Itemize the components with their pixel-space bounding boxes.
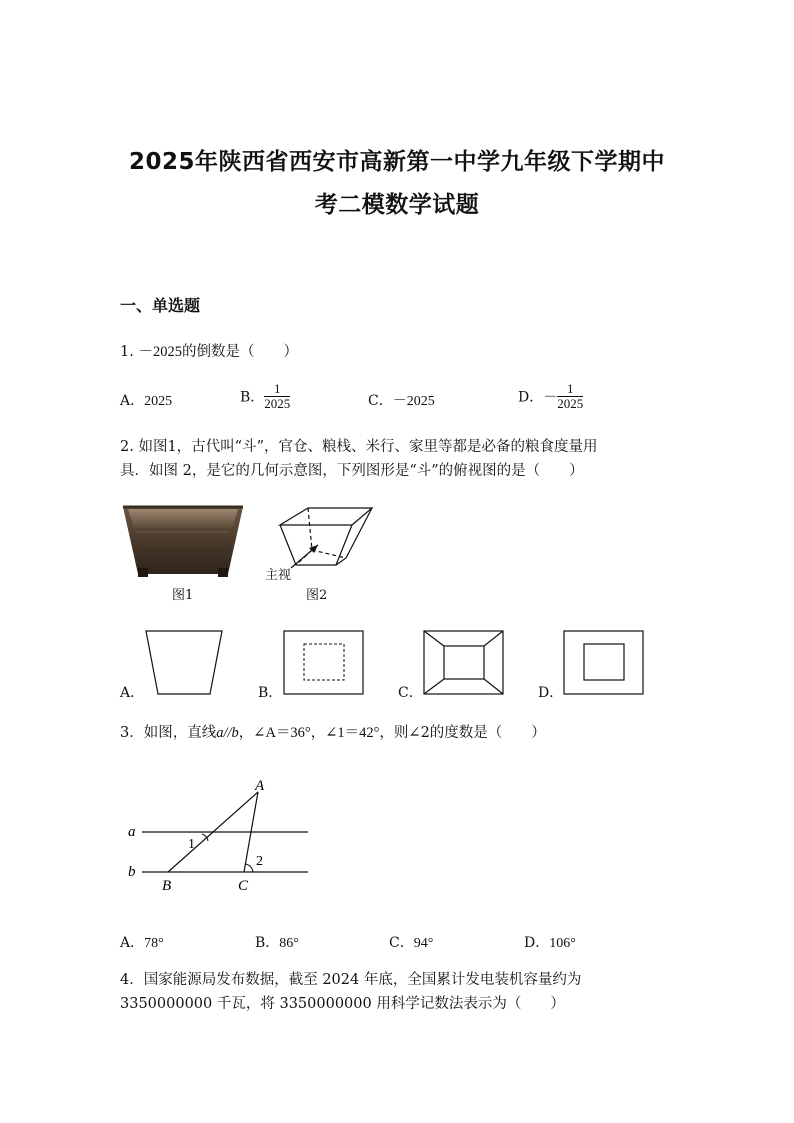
fraction bbox=[557, 382, 583, 411]
parallel-expression: a//b bbox=[216, 725, 239, 741]
option-value: 106° bbox=[549, 936, 576, 951]
option-label: B． bbox=[240, 389, 265, 406]
question-2-option-a-label[interactable]: A． bbox=[120, 685, 145, 701]
option-value: 94° bbox=[413, 936, 434, 951]
question-3-option-a[interactable] bbox=[120, 932, 164, 952]
option-value: 86° bbox=[279, 936, 299, 951]
option-label: A． bbox=[120, 393, 145, 409]
angle-a-expression: ，∠A＝36° bbox=[238, 725, 311, 741]
question-1-number: 1. bbox=[120, 344, 139, 360]
question-3-stem bbox=[120, 721, 546, 745]
question-2-option-c-label[interactable]: C． bbox=[398, 685, 423, 701]
question-1-stem bbox=[120, 340, 298, 364]
option-label: A． bbox=[120, 935, 145, 951]
question-1-option-a[interactable] bbox=[120, 390, 172, 410]
dou-photo-figure bbox=[120, 502, 246, 580]
line-b-label: b bbox=[128, 864, 136, 880]
option-label: C． bbox=[368, 393, 393, 409]
angle-1-expression: ，∠1＝42° bbox=[310, 725, 380, 741]
angle-1-label: 1 bbox=[188, 837, 195, 852]
question-2-line-1: 2. 如图1，古代叫“斗”，官仓、粮栈、米行、家里等都是必备的粮食度量用 bbox=[120, 439, 598, 455]
vertex-c-label: C bbox=[238, 878, 249, 894]
question-1-option-c[interactable] bbox=[368, 390, 435, 410]
option-value: －2025 bbox=[392, 394, 435, 409]
page-title-line-2: 考二模数学试题 bbox=[314, 192, 480, 218]
vertex-a-label: A bbox=[255, 778, 265, 794]
question-4-line-2: 3350000000 千瓦，将 3350000000 用科学记数法表示为（ ） bbox=[120, 996, 565, 1012]
negative-sign: － bbox=[543, 390, 558, 406]
question-2-option-d-label[interactable]: D． bbox=[538, 685, 564, 701]
question-1-text: 的倒数是（ ） bbox=[181, 344, 298, 360]
figure-1-caption: 图1 bbox=[172, 588, 194, 603]
angle-2-label: 2 bbox=[256, 854, 263, 869]
question-3-text-end: ，则∠2的度数是（ ） bbox=[379, 725, 546, 741]
angle-1-arc bbox=[202, 834, 208, 841]
question-2-line-2: 具．如图 2，是它的几何示意图，下列图形是“斗”的俯视图的是（ ） bbox=[120, 463, 584, 479]
line-a-label: a bbox=[128, 824, 136, 840]
question-3-text-start: 3．如图，直线 bbox=[120, 725, 217, 741]
fraction bbox=[264, 382, 290, 411]
figure-2-main-view-label: 主视 bbox=[265, 568, 292, 583]
section-heading: 一、单选题 bbox=[120, 296, 201, 315]
option-a-trapezoid-figure[interactable] bbox=[143, 629, 225, 697]
numerator: 1 bbox=[557, 382, 583, 397]
numerator: 1 bbox=[264, 382, 290, 397]
question-3-option-b[interactable] bbox=[255, 932, 299, 952]
option-value: 2025 bbox=[144, 394, 173, 409]
option-label: C． bbox=[389, 935, 414, 951]
vertex-b-label: B bbox=[162, 878, 172, 894]
denominator: 2025 bbox=[264, 396, 291, 411]
page-title-line-1: 2025年陕西省西安市高新第一中学九年级下学期中 bbox=[128, 149, 665, 175]
question-1-option-d[interactable] bbox=[518, 382, 583, 411]
question-3-option-d[interactable] bbox=[524, 932, 576, 952]
option-label: D． bbox=[518, 389, 544, 406]
question-2-option-b-label[interactable]: B． bbox=[258, 685, 283, 701]
question-1-value: －2025 bbox=[138, 344, 182, 360]
option-label: B． bbox=[255, 935, 280, 951]
option-value: 78° bbox=[144, 936, 164, 951]
denominator: 2025 bbox=[557, 396, 584, 411]
angle-2-arc bbox=[245, 864, 253, 872]
question-3-option-c[interactable] bbox=[389, 932, 433, 952]
parallel-lines-triangle-figure bbox=[120, 770, 320, 898]
option-label: D． bbox=[524, 935, 550, 951]
option-b-dashed-square-figure[interactable] bbox=[283, 630, 365, 696]
question-4-line-1: 4．国家能源局发布数据，截至 2024 年底，全国累计发电装机容量约为 bbox=[120, 972, 582, 988]
option-d-nested-squares-figure[interactable] bbox=[563, 630, 645, 696]
figure-2-caption: 图2 bbox=[306, 588, 328, 603]
question-1-option-b[interactable] bbox=[240, 382, 290, 411]
option-c-frustum-top-view-figure[interactable] bbox=[423, 630, 505, 696]
